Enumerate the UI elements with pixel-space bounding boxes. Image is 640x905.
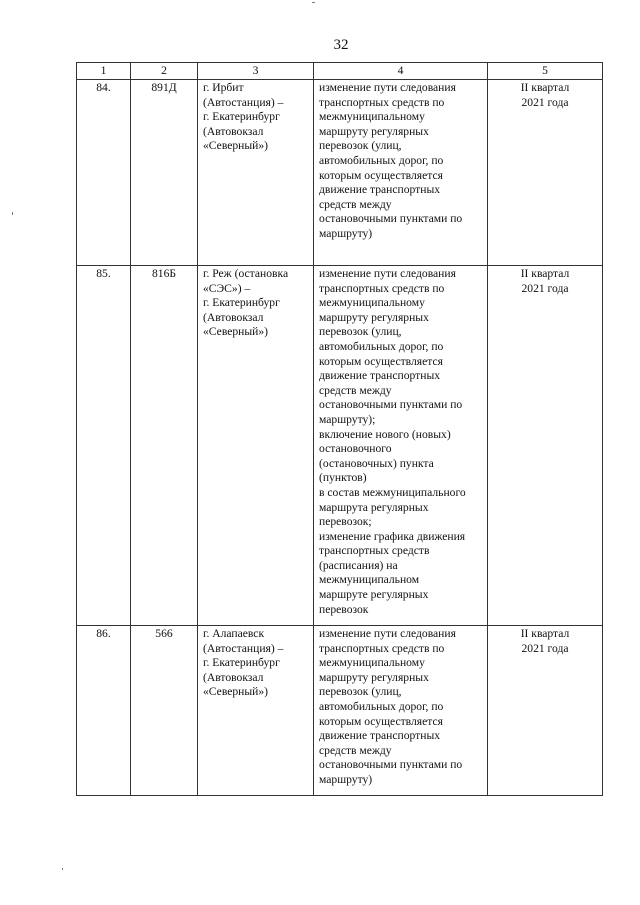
change-description-line: изменение пути следования (319, 267, 456, 280)
change-description-line: автомобильных дорог, по (319, 699, 444, 713)
change-period-line: 2021 года (521, 641, 569, 655)
change-description (314, 80, 488, 266)
change-description-line: движение транспортных (319, 729, 441, 743)
change-description-line: включение нового (новых) (319, 427, 451, 441)
route-name (198, 266, 314, 626)
change-description-line: движение транспортных (319, 369, 441, 383)
change-description-line: автомобильных дорог, по (319, 153, 444, 167)
route-code: 566 (131, 626, 198, 796)
change-description-line: изменение пути следования (319, 627, 456, 640)
change-description-line: маршруту регулярных (319, 670, 429, 684)
route-name (198, 80, 314, 266)
route-name-line: «Северный») (203, 139, 269, 153)
route-name-line: г. Екатеринбург (203, 110, 280, 124)
header-col-4: 4 (314, 63, 488, 80)
change-description-line: транспортных средств по (319, 641, 445, 655)
scan-speck (312, 2, 315, 3)
change-description-line: (расписания) на (319, 558, 398, 572)
table-header-row (77, 63, 603, 80)
table-row (77, 626, 603, 796)
change-description-line: маршруту регулярных (319, 310, 429, 324)
route-name-line: г. Екатеринбург (203, 656, 280, 670)
change-description-line: остановочными пунктами по (319, 212, 463, 226)
change-description-line: остановочного (319, 442, 392, 456)
change-description-line: средств между (319, 383, 392, 397)
change-period (488, 266, 603, 626)
route-code: 816Б (131, 266, 198, 626)
change-description-line: транспортных средств по (319, 281, 445, 295)
change-description-line: перевозок (319, 602, 369, 616)
row-number: 85. (77, 266, 131, 626)
header-col-3: 3 (198, 63, 314, 80)
change-description-line: средств между (319, 743, 392, 757)
route-name (198, 626, 314, 796)
route-name-line: (Автовокзал (203, 124, 264, 138)
change-period-line: II квартал (520, 267, 570, 280)
route-name-line: г. Ирбит (203, 81, 244, 94)
route-code: 891Д (131, 80, 198, 266)
change-description-line: межмуниципальному (319, 656, 425, 670)
change-description (314, 626, 488, 796)
header-col-1: 1 (77, 63, 131, 80)
change-description-line: которым осуществляется (319, 714, 443, 728)
route-name-line: «СЭС») – (203, 281, 251, 295)
change-period-line: 2021 года (521, 281, 569, 295)
change-description-line: маршруту); (319, 412, 376, 426)
route-name-line: (Автовокзал (203, 670, 264, 684)
change-description-line: изменение пути следования (319, 81, 456, 94)
change-description (314, 266, 488, 626)
change-description-line: маршруту регулярных (319, 124, 429, 138)
header-col-5: 5 (488, 63, 603, 80)
scan-speck (12, 212, 13, 215)
change-description-line: маршрута регулярных (319, 500, 429, 514)
change-description-line: маршруте регулярных (319, 588, 429, 602)
header-col-2: 2 (131, 63, 198, 80)
change-description-line: межмуниципальному (319, 110, 425, 124)
change-description-line: (остановочных) пункта (319, 456, 434, 470)
scan-speck (62, 868, 63, 870)
row-number: 84. (77, 80, 131, 266)
change-description-line: изменение графика движения (319, 529, 466, 543)
change-description-line: маршруту) (319, 226, 373, 240)
change-description-line: остановочными пунктами по (319, 398, 463, 412)
change-period (488, 80, 603, 266)
route-name-line: г. Реж (остановка (203, 267, 289, 280)
change-period-line: II квартал (520, 627, 570, 640)
change-description-line: перевозок (улиц, (319, 139, 402, 153)
change-description-line: автомобильных дорог, по (319, 339, 444, 353)
change-description-line: в состав межмуниципального (319, 485, 466, 499)
change-period-line: II квартал (520, 81, 570, 94)
change-description-line: которым осуществляется (319, 354, 443, 368)
change-description-line: которым осуществляется (319, 168, 443, 182)
change-description-line: перевозок; (319, 515, 372, 529)
change-description-line: межмуниципальном (319, 573, 420, 587)
change-description-line: транспортных средств по (319, 95, 445, 109)
route-name-line: (Автовокзал (203, 310, 264, 324)
change-description-line: движение транспортных (319, 183, 441, 197)
route-name-line: (Автостанция) – (203, 95, 284, 109)
change-description-line: межмуниципальному (319, 296, 425, 310)
change-description-line: маршруту) (319, 772, 373, 786)
routes-table (76, 62, 603, 796)
route-name-line: «Северный») (203, 685, 269, 699)
row-number: 86. (77, 626, 131, 796)
change-description-line: остановочными пунктами по (319, 758, 463, 772)
route-name-line: г. Алапаевск (203, 627, 265, 640)
change-description-line: перевозок (улиц, (319, 685, 402, 699)
change-period-line: 2021 года (521, 95, 569, 109)
change-description-line: транспортных средств (319, 544, 430, 558)
change-description-line: средств между (319, 197, 392, 211)
route-name-line: «Северный») (203, 325, 269, 339)
route-name-line: (Автостанция) – (203, 641, 284, 655)
change-description-line: (пунктов) (319, 471, 367, 485)
route-name-line: г. Екатеринбург (203, 296, 280, 310)
table-row (77, 266, 603, 626)
change-period (488, 626, 603, 796)
table-row (77, 80, 603, 266)
change-description-line: перевозок (улиц, (319, 325, 402, 339)
page-number: 32 (333, 37, 349, 53)
